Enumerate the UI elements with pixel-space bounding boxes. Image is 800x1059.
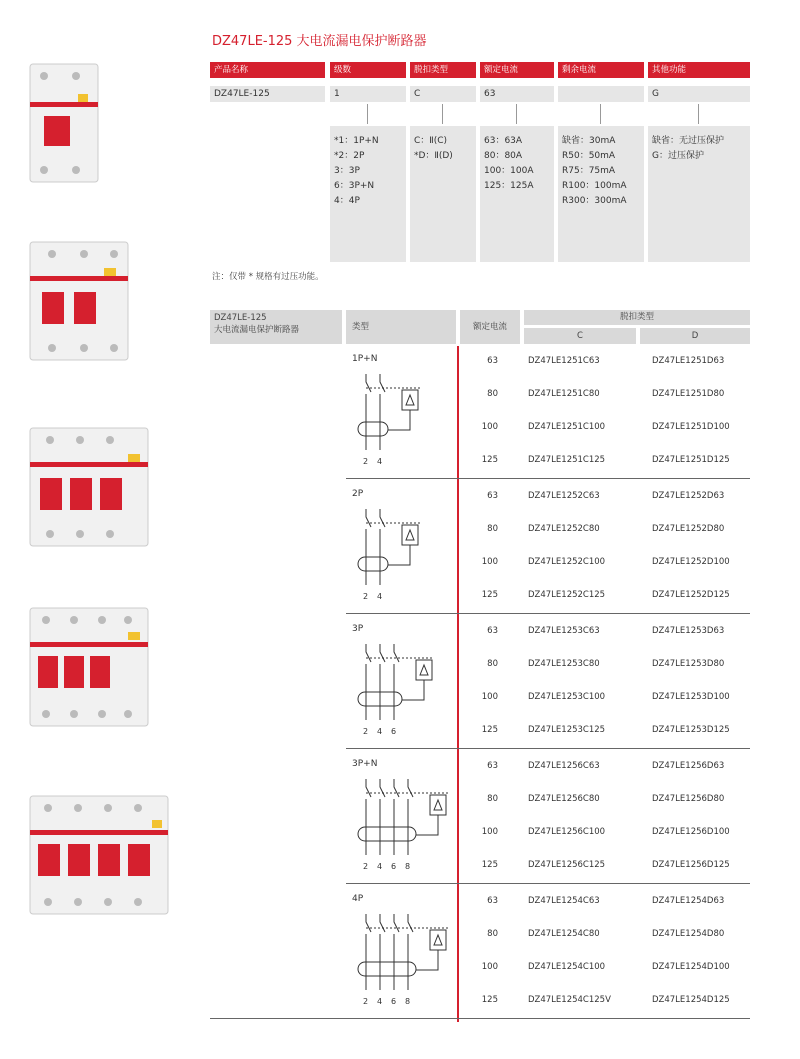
model-d: DZ47LE1253D80	[652, 659, 725, 669]
terminal-label: 2	[363, 592, 369, 601]
group-label: 1P+N	[352, 354, 378, 364]
terminal-label: 4	[377, 997, 383, 1006]
terminal-label: 2	[363, 862, 369, 871]
wiring-diagram	[350, 505, 450, 605]
terminal-label: 8	[405, 997, 411, 1006]
terminal-label: 4	[377, 592, 383, 601]
table-header-current: 额定电流	[460, 310, 520, 344]
rated-current: 63	[487, 896, 498, 906]
table-header-d: D	[640, 328, 750, 344]
selection-header-1: 级数	[330, 62, 406, 78]
model-c: DZ47LE1251C125	[528, 455, 606, 465]
model-d: DZ47LE1256D63	[652, 761, 725, 771]
connector-line	[516, 104, 517, 124]
footnote: 注：仅带 * 规格有过压功能。	[212, 272, 324, 282]
options-poles: *1：1P+N *2：2P 3：3P 6：3P+N 4：4P	[330, 126, 406, 262]
rated-current: 80	[487, 659, 498, 669]
model-c: DZ47LE1256C63	[528, 761, 600, 771]
terminal-label: 4	[377, 457, 383, 466]
model-d: DZ47LE1251D100	[652, 422, 730, 432]
rated-current: 80	[487, 524, 498, 534]
group-divider	[346, 748, 750, 749]
model-c: DZ47LE1252C63	[528, 491, 600, 501]
connector-line	[698, 104, 699, 124]
terminal-label: 6	[391, 862, 397, 871]
connector-line	[442, 104, 443, 124]
rated-current: 63	[487, 356, 498, 366]
rated-current: 125	[481, 860, 498, 870]
rated-current: 63	[487, 491, 498, 501]
connector-line	[367, 104, 368, 124]
wiring-diagram	[350, 370, 450, 470]
model-d: DZ47LE1252D100	[652, 557, 730, 567]
selection-value-3: 63	[480, 86, 554, 102]
terminal-label: 6	[391, 997, 397, 1006]
group-label: 4P	[352, 894, 364, 904]
model-d: DZ47LE1253D125	[652, 725, 730, 735]
terminal-label: 8	[405, 862, 411, 871]
table-divider	[457, 346, 459, 1022]
wiring-diagram	[350, 775, 450, 875]
options-trip: C：Ⅱ(C) *D：Ⅱ(D)	[410, 126, 476, 262]
model-c: DZ47LE1251C80	[528, 389, 600, 399]
selection-value-5: G	[648, 86, 750, 102]
group-divider	[346, 883, 750, 884]
table-header-trip: 脱扣类型	[524, 310, 750, 325]
rated-current: 125	[481, 590, 498, 600]
model-c: DZ47LE1253C63	[528, 626, 600, 636]
selection-header-2: 脱扣类型	[410, 62, 476, 78]
model-d: DZ47LE1251D80	[652, 389, 725, 399]
selection-header-0: 产品名称	[210, 62, 325, 78]
group-label: 3P	[352, 624, 364, 634]
rated-current: 100	[481, 692, 498, 702]
model-c: DZ47LE1253C100	[528, 692, 606, 702]
rated-current: 100	[481, 962, 498, 972]
model-d: DZ47LE1252D63	[652, 491, 725, 501]
model-d: DZ47LE1253D100	[652, 692, 730, 702]
terminal-label: 4	[377, 727, 383, 736]
terminal-label: 2	[363, 997, 369, 1006]
rated-current: 80	[487, 389, 498, 399]
rated-current: 100	[481, 827, 498, 837]
model-d: DZ47LE1254D80	[652, 929, 725, 939]
model-c: DZ47LE1256C100	[528, 827, 606, 837]
table-header-type: 类型	[346, 310, 456, 344]
group-divider	[346, 613, 750, 614]
model-d: DZ47LE1253D63	[652, 626, 725, 636]
rated-current: 80	[487, 929, 498, 939]
rated-current: 100	[481, 557, 498, 567]
options-current: 63：63A 80：80A 100：100A 125：125A	[480, 126, 554, 262]
model-c: DZ47LE1254C63	[528, 896, 600, 906]
page-title: DZ47LE-125 大电流漏电保护断路器	[212, 34, 427, 49]
group-label: 3P+N	[352, 759, 378, 769]
terminal-label: 6	[391, 727, 397, 736]
model-c: DZ47LE1254C125V	[528, 995, 611, 1005]
model-c: DZ47LE1256C125	[528, 860, 606, 870]
model-c: DZ47LE1252C125	[528, 590, 606, 600]
rated-current: 125	[481, 455, 498, 465]
terminal-label: 4	[377, 862, 383, 871]
model-c: DZ47LE1252C80	[528, 524, 600, 534]
model-d: DZ47LE1251D125	[652, 455, 730, 465]
model-d: DZ47LE1251D63	[652, 356, 725, 366]
model-d: DZ47LE1254D125	[652, 995, 730, 1005]
table-header-c: C	[524, 328, 636, 344]
group-divider	[210, 1018, 750, 1019]
product-image-3pn	[24, 602, 154, 732]
model-d: DZ47LE1256D80	[652, 794, 725, 804]
group-label: 2P	[352, 489, 364, 499]
product-image-2p	[24, 236, 134, 366]
selection-header-5: 其他功能	[648, 62, 750, 78]
model-c: DZ47LE1251C100	[528, 422, 606, 432]
rated-current: 63	[487, 626, 498, 636]
model-d: DZ47LE1252D125	[652, 590, 730, 600]
model-c: DZ47LE1253C80	[528, 659, 600, 669]
model-c: DZ47LE1251C63	[528, 356, 600, 366]
rated-current: 80	[487, 794, 498, 804]
model-d: DZ47LE1254D100	[652, 962, 730, 972]
options-other: 缺省：无过压保护 G：过压保护	[648, 126, 750, 262]
model-c: DZ47LE1254C100	[528, 962, 606, 972]
product-image-4p	[24, 790, 174, 920]
product-image-3p	[24, 422, 154, 552]
options-residual: 缺省：30mA R50：50mA R75：75mA R100：100mA R300：300mA	[558, 126, 644, 262]
rated-current: 63	[487, 761, 498, 771]
selection-value-0: DZ47LE-125	[210, 86, 325, 102]
rated-current: 125	[481, 725, 498, 735]
wiring-diagram	[350, 640, 450, 740]
selection-value-4	[558, 86, 644, 102]
model-d: DZ47LE1252D80	[652, 524, 725, 534]
rated-current: 100	[481, 422, 498, 432]
rated-current: 125	[481, 995, 498, 1005]
model-d: DZ47LE1256D100	[652, 827, 730, 837]
group-divider	[346, 478, 750, 479]
terminal-label: 2	[363, 457, 369, 466]
model-c: DZ47LE1253C125	[528, 725, 606, 735]
model-d: DZ47LE1256D125	[652, 860, 730, 870]
model-c: DZ47LE1252C100	[528, 557, 606, 567]
selection-value-1: 1	[330, 86, 406, 102]
selection-value-2: C	[410, 86, 476, 102]
model-c: DZ47LE1256C80	[528, 794, 600, 804]
model-c: DZ47LE1254C80	[528, 929, 600, 939]
table-header-product: DZ47LE-125 大电流漏电保护断路器	[210, 310, 342, 344]
product-image-1p	[24, 58, 104, 188]
selection-header-4: 剩余电流	[558, 62, 644, 78]
connector-line	[600, 104, 601, 124]
wiring-diagram	[350, 910, 450, 1010]
model-d: DZ47LE1254D63	[652, 896, 725, 906]
terminal-label: 2	[363, 727, 369, 736]
selection-header-3: 额定电流	[480, 62, 554, 78]
